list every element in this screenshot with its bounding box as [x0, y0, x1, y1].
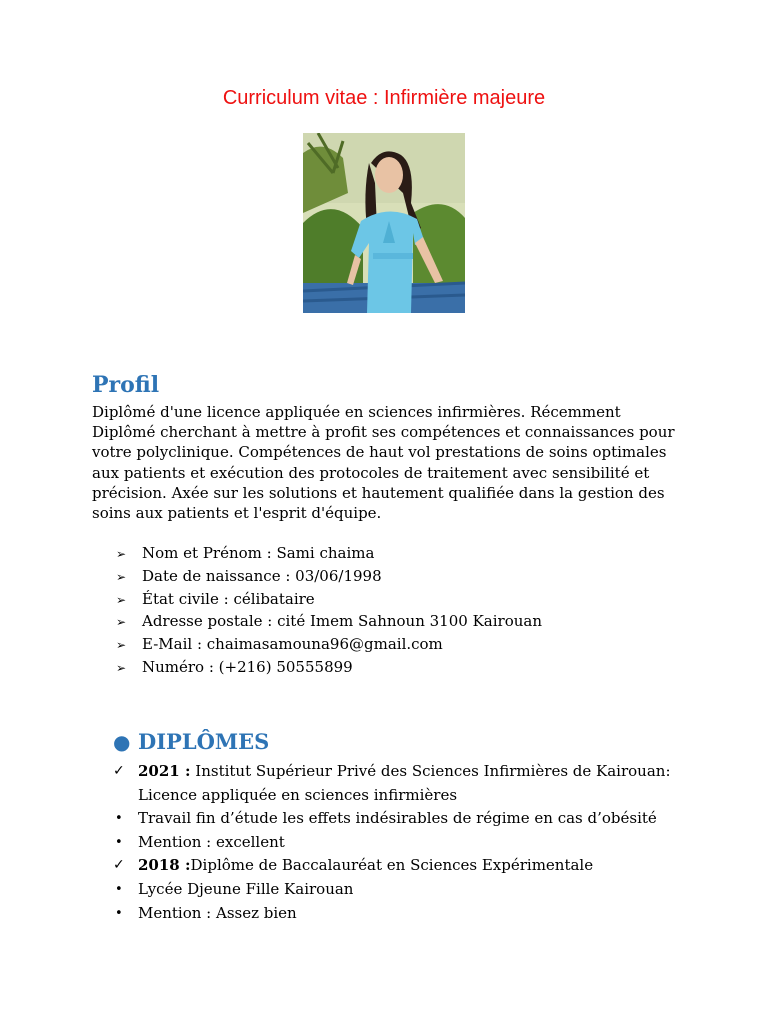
- personal-info-list: [116, 542, 542, 679]
- profil-text: [92, 402, 692, 523]
- info-text: E-Mail : chaimasamouna96@gmail.com: [142, 635, 443, 654]
- info-phone: [116, 656, 542, 679]
- profil-line: votre polyclinique. Compétences de haut vol prestations de soins optimales: [92, 443, 667, 462]
- info-text: Numéro : (+216) 50555899: [142, 657, 353, 676]
- bullet-icon: •: [115, 905, 123, 921]
- diplome-item: [113, 784, 671, 808]
- info-address: [116, 610, 542, 633]
- info-text: État civile : célibataire: [142, 589, 315, 608]
- info-birthdate: [116, 565, 542, 588]
- diplome-text: Lycée Djeune Fille Kairouan: [138, 879, 354, 898]
- diplome-text: Licence appliquée en sciences infirmières: [138, 785, 458, 804]
- checkmark-icon: ✓: [113, 857, 125, 874]
- info-text: Date de naissance : 03/06/1998: [142, 566, 382, 585]
- bullet-icon: •: [115, 834, 123, 850]
- profil-line: aux patients et exécution des protocoles de traitement avec sensibilité et: [92, 463, 650, 482]
- profil-heading: Profil: [92, 372, 160, 398]
- diplome-text: Mention : Assez bien: [138, 903, 297, 922]
- diplome-item: [113, 902, 671, 926]
- page-title: Curriculum vitae : Infirmière majeure: [222, 87, 546, 109]
- diplomes-heading-text: DIPLÔMES: [138, 729, 270, 754]
- arrow-bullet-icon: ➢: [116, 592, 127, 607]
- info-name: [116, 542, 542, 565]
- arrow-bullet-icon: ➢: [116, 615, 127, 630]
- diplomes-list: [113, 760, 671, 925]
- arrow-bullet-icon: ➢: [116, 638, 127, 653]
- diplome-text: Diplôme de Baccalauréat en Sciences Expérimentale: [190, 856, 594, 875]
- diplome-item: [113, 854, 671, 878]
- profil-line: Diplômé cherchant à mettre à profit ses compétences et connaissances pour: [92, 423, 675, 442]
- dot-bullet-icon: ●: [113, 730, 131, 754]
- diplome-item: [113, 878, 671, 902]
- diplome-text: Travail fin d’étude les effets indésirables de régime en cas d’obésité: [138, 809, 657, 828]
- info-text: Adresse postale : cité Imem Sahnoun 3100 Kairouan: [142, 612, 542, 631]
- arrow-bullet-icon: ➢: [116, 547, 127, 561]
- diplome-year: 2021 :: [138, 762, 191, 780]
- info-civil-status: [116, 588, 542, 611]
- bullet-icon: •: [115, 881, 123, 897]
- diplomes-heading: [113, 729, 269, 754]
- arrow-bullet-icon: ➢: [116, 569, 127, 584]
- profil-line: Diplômé d'une licence appliquée en sciences infirmières. Récemment: [92, 403, 621, 421]
- profil-line: soins aux patients et l'esprit d'équipe.: [92, 504, 382, 523]
- diplome-item: [113, 807, 671, 831]
- info-email: [116, 633, 542, 656]
- diplome-item: [113, 831, 671, 855]
- diplome-text: Institut Supérieur Privé des Sciences Infirmières de Kairouan:: [190, 762, 671, 780]
- profil-line: précision. Axée sur les solutions et hautement qualifiée dans la gestion des: [92, 483, 665, 502]
- bullet-icon: •: [115, 811, 123, 827]
- info-text: Nom et Prénom : Sami chaima: [142, 544, 375, 562]
- diplome-item: [113, 760, 671, 784]
- checkmark-icon: ✓: [113, 763, 125, 779]
- diplome-year: 2018 :: [138, 856, 191, 875]
- portrait-photo: [303, 133, 465, 313]
- diplome-text: Mention : excellent: [138, 832, 285, 851]
- arrow-bullet-icon: ➢: [116, 660, 127, 675]
